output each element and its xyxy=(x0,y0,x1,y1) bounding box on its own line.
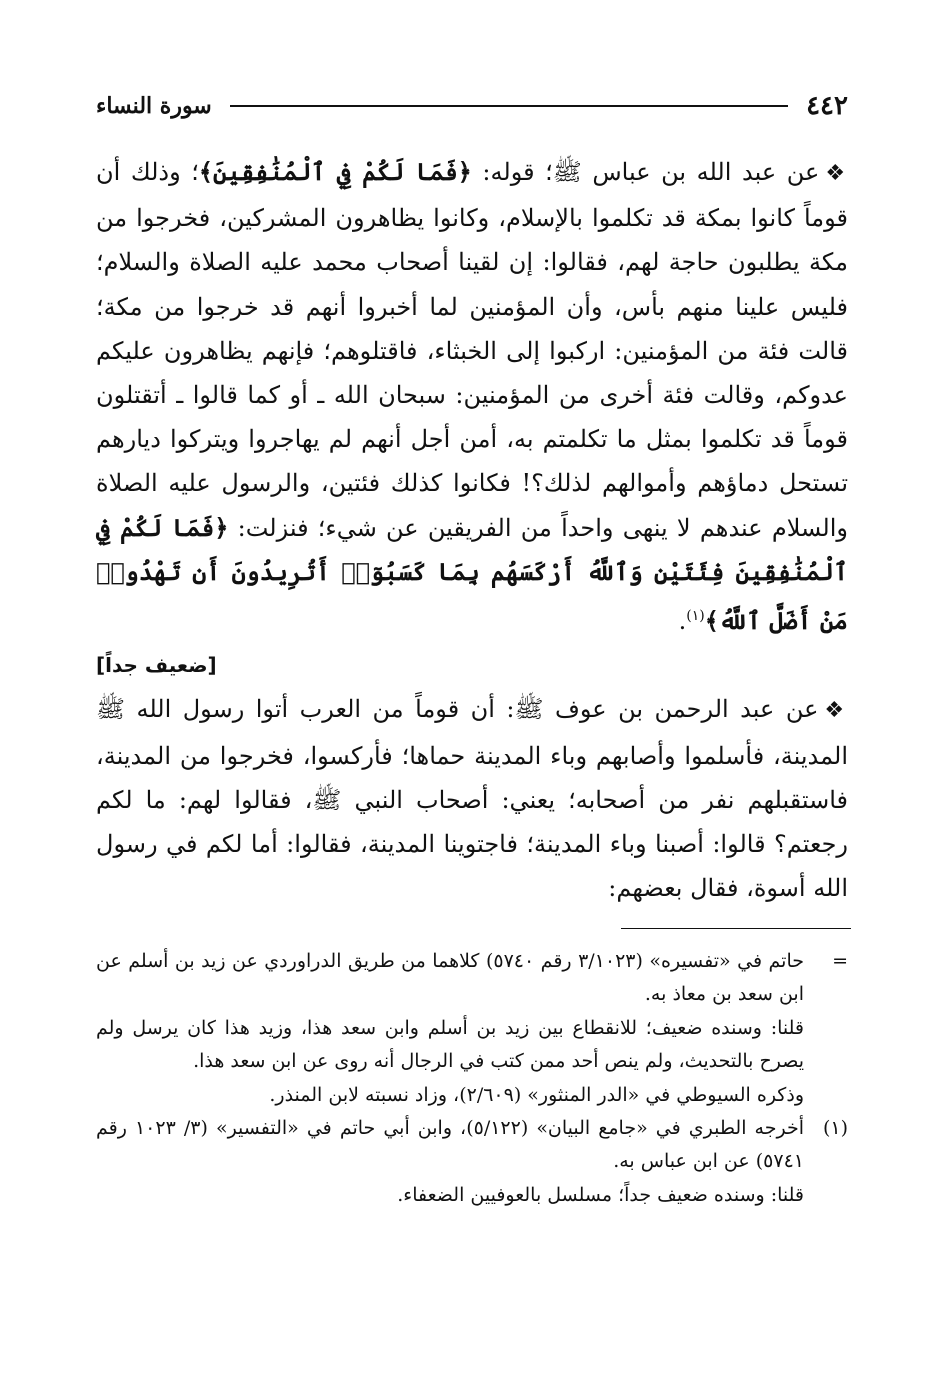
hadith-paragraph-1 xyxy=(96,150,848,643)
footnote-line: أخرجه الطبري في «جامع البيان» (٥/١٢٢)، وابن أبي حاتم في «التفسير» (٣/ ١٠٢٣ رقم ٥٧٤١) عن ابن عباس به. xyxy=(96,1116,804,1172)
footnotes xyxy=(96,945,848,1212)
footnote-line: وذكره السيوطي في «الدر المنثور» (٢/٦٠٩)، وزاد نسبته لابن المنذر. xyxy=(269,1084,804,1107)
page-number: ٤٤٢ xyxy=(806,91,848,121)
hadith-grade: [ضعيف جداً] xyxy=(96,653,217,678)
header-rule xyxy=(230,105,788,107)
footnote-line: قلنا: وسنده ضعيف؛ للانقطاع بين زيد بن أسلم وابن سعد هذا، وزيد هذا كان يرسل ولم يصرح بالتحديث، ولم ينص أحد ممن كتب في الرجال أنه روى عن ابن سعد هذا. xyxy=(96,1017,804,1072)
para2-text: عن عبد الرحمن بن عوف ﷺ: أن قوماً من العرب أتوا رسول الله ﷺ المدينة، فأسلموا وأصابهم وباء المدينة حماها؛ فأركسوا، فخرجوا من المدينة، فاستقبلهم نفر من أصحابه؛ يعني: أصحاب النبي ﷺ، فقالوا لهم: ما لكم رجعتم؟ قالوا: أصبنا وباء المدينة؛ فاجتوينا المدينة، فقالوا: أما لكم في رسول الله أسوة، فقال بعضهم: xyxy=(96,695,849,903)
footnote-ref: (١) xyxy=(686,608,705,625)
footnote-marker: = xyxy=(832,950,848,972)
hadith-paragraph-2 xyxy=(96,687,848,910)
footnote-line: حاتم في «تفسيره» (٣/١٠٢٣ رقم ٥٧٤٠) كلاهما من طريق الدراوردي عن زيد بن أسلم عن ابن سعد بن معاذ به. xyxy=(96,950,804,1005)
para1-text-b: ؛ وذلك أن قوماً كانوا بمكة قد تكلموا بالإسلام، وكانوا يظاهرون المشركين، فخرجوا من مكة يطلبون حاجة لهم، فقالوا: إن لقينا أصحاب محمد عليه الصلاة والسلام؛ فليس علينا منهم بأس، وأن المؤمنين لما أخبروا أنهم قد خرجوا من مكة؛ قالت فئة من المؤمنين: اركبوا إلى الخبثاء، فاقتلوهم؛ فإنهم يظاهرون عليكم عدوكم، وقالت فئة أخرى من المؤمنين: سبحان الله ـ أو كما قالوا ـ أتقتلون قوماً قد تكلموا بمثل ما تكلمتم به، أمن أجل أنهم لم يهاجروا ويتركوا ديارهم تستحل دماؤهم وأموالهم لذلك؟! فكانوا كذلك فئتين، والرسول عليه الصلاة والسلام عندهم لا ينهى واحداً من الفريقين عن شيء؛ فنزلت: xyxy=(96,158,849,542)
footnote-separator xyxy=(621,928,851,929)
surah-title: سورة النساء xyxy=(96,93,212,119)
quran-verse-a: ﴿فَمَا لَكُمْ فِي ٱلْمُنَٰفِقِينَ﴾ xyxy=(198,157,472,186)
page-header xyxy=(96,86,848,126)
bullet-icon: ❖ xyxy=(825,161,848,186)
footnote-marker: (١) xyxy=(822,1116,848,1139)
grade-row xyxy=(96,643,848,687)
footnote-1 xyxy=(96,1112,848,1212)
footnote-line: قلنا: وسنده ضعيف جداً؛ مسلسل بالعوفيين الضعفاء. xyxy=(397,1184,804,1207)
para1-end: . xyxy=(678,607,687,636)
quran-verse-b: ﴿فَمَا لَكُمْ فِي ٱلْمُنَٰفِقِينَ فِئَتَيْنِ وَٱللَّهُ أَرْكَسَهُم بِمَا كَسَبُوٓا۟ أَتُرِيدُونَ أَن تَهْدُوا۟ مَنْ أَضَلَّ ٱللَّهُ﴾ xyxy=(96,512,848,636)
para1-text-a: عن عبد الله بن عباس ﷺ؛ قوله: xyxy=(471,158,820,186)
bullet-icon: ❖ xyxy=(824,698,848,724)
main-text xyxy=(96,150,848,910)
footnote-continuation xyxy=(96,945,848,1112)
